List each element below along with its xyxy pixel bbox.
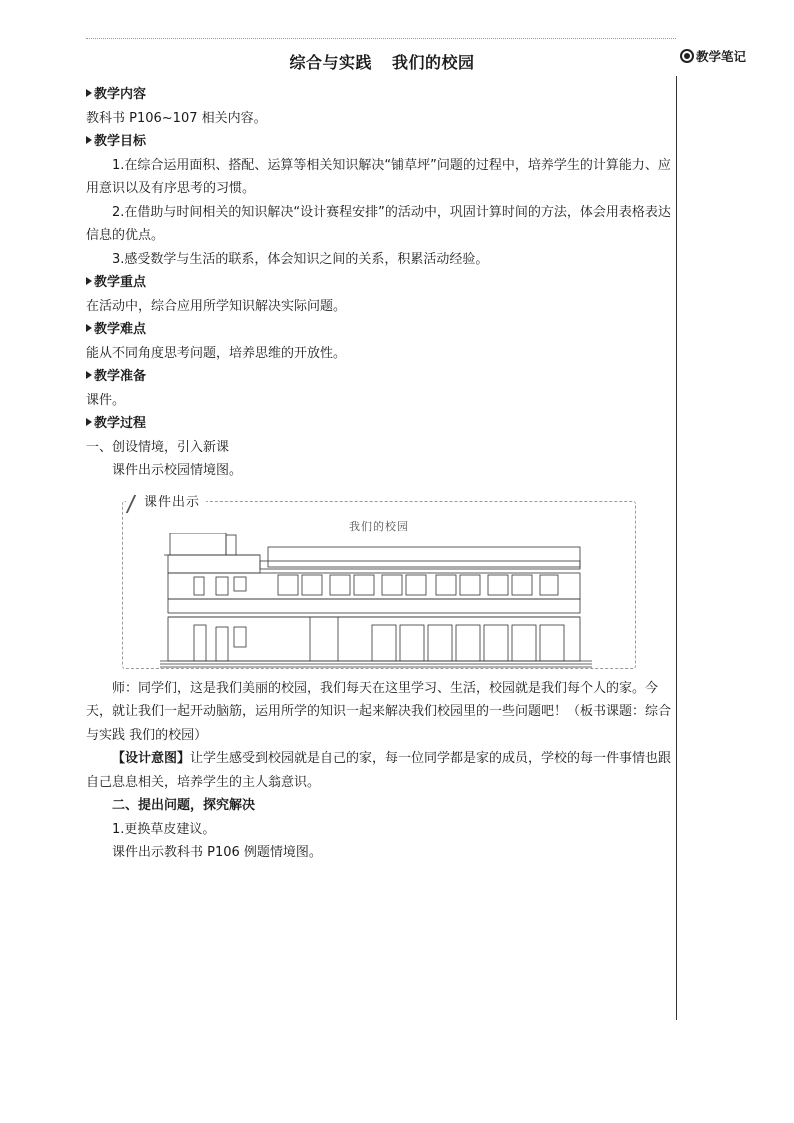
figure-caption: 我们的校园	[349, 519, 409, 533]
goal-item-1: 1.在综合运用面积、搭配、运算等相关知识解决“铺草坪”问题的过程中，培养学生的计算能力、应用意识以及有序思考的习惯。	[86, 157, 671, 196]
triangle-bullet-icon	[86, 89, 92, 97]
teacher-speech: 师：同学们，这是我们美丽的校园，我们每天在这里学习、生活，校园就是我们每个人的家。今天，就让我们一起开动脑筋，运用所学的知识一起来解决我们校园里的一些问题吧！（板书课题：综合与实践 我们的校园）	[86, 680, 672, 743]
design-intent-label: 【设计意图】	[112, 751, 191, 766]
title-part2: 我们的校园	[392, 53, 475, 72]
page-title	[86, 50, 678, 73]
title-part1: 综合与实践	[289, 53, 372, 72]
step1-text: 课件出示校园情境图。	[112, 463, 243, 478]
section-heading-process: 教学过程	[86, 412, 672, 436]
triangle-bullet-icon	[86, 136, 92, 144]
target-icon	[680, 49, 694, 63]
step2-item-1: 1.更换草皮建议。	[112, 821, 216, 837]
goal-item-2: 2.在借助与时间相关的知识解决“设计赛程安排”的活动中，巩固计算时间的方法，体会用表格表达信息的优点。	[86, 204, 671, 243]
section-heading-key-points: 教学重点	[86, 271, 672, 295]
notes-column-divider	[676, 76, 677, 1020]
step2-text: 课件出示教科书 P106 例题情境图。	[112, 845, 322, 860]
design-intent	[86, 747, 672, 794]
triangle-bullet-icon	[86, 324, 92, 332]
key-points-text: 在活动中，综合应用所学知识解决实际问题。	[86, 298, 347, 314]
school-building-illustration	[160, 533, 592, 669]
figure-badge: 课件出示	[126, 491, 206, 515]
section-heading-preparation: 教学准备	[86, 365, 672, 389]
triangle-bullet-icon	[86, 418, 92, 426]
triangle-bullet-icon	[86, 371, 92, 379]
campus-figure	[122, 493, 636, 669]
section-heading-difficulties: 教学难点	[86, 318, 672, 342]
difficulties-text: 能从不同角度思考问题，培养思维的开放性。	[86, 345, 347, 361]
section-heading-goals: 教学目标	[86, 130, 672, 154]
triangle-bullet-icon	[86, 277, 92, 285]
step1-heading: 一、创设情境，引入新课	[86, 439, 230, 455]
content-text: 教科书 P106~107 相关内容。	[86, 110, 267, 126]
goal-item-3: 3.感受数学与生活的联系，体会知识之间的关系，积累活动经验。	[112, 251, 489, 267]
preparation-text: 课件。	[86, 392, 126, 408]
notes-label: 教学笔记	[696, 49, 747, 64]
lesson-content	[86, 83, 672, 865]
design-intent-text: 让学生感受到校园就是自己的家，每一位同学都是家的成员，学校的每一件事情也跟自己息息相关，培养学生的主人翁意识。	[86, 751, 672, 790]
section-heading-content: 教学内容	[86, 83, 672, 107]
top-dotted-rule	[86, 38, 676, 39]
step2-heading: 二、提出问题，探究解决	[112, 798, 256, 813]
teaching-notes-heading	[680, 47, 746, 65]
